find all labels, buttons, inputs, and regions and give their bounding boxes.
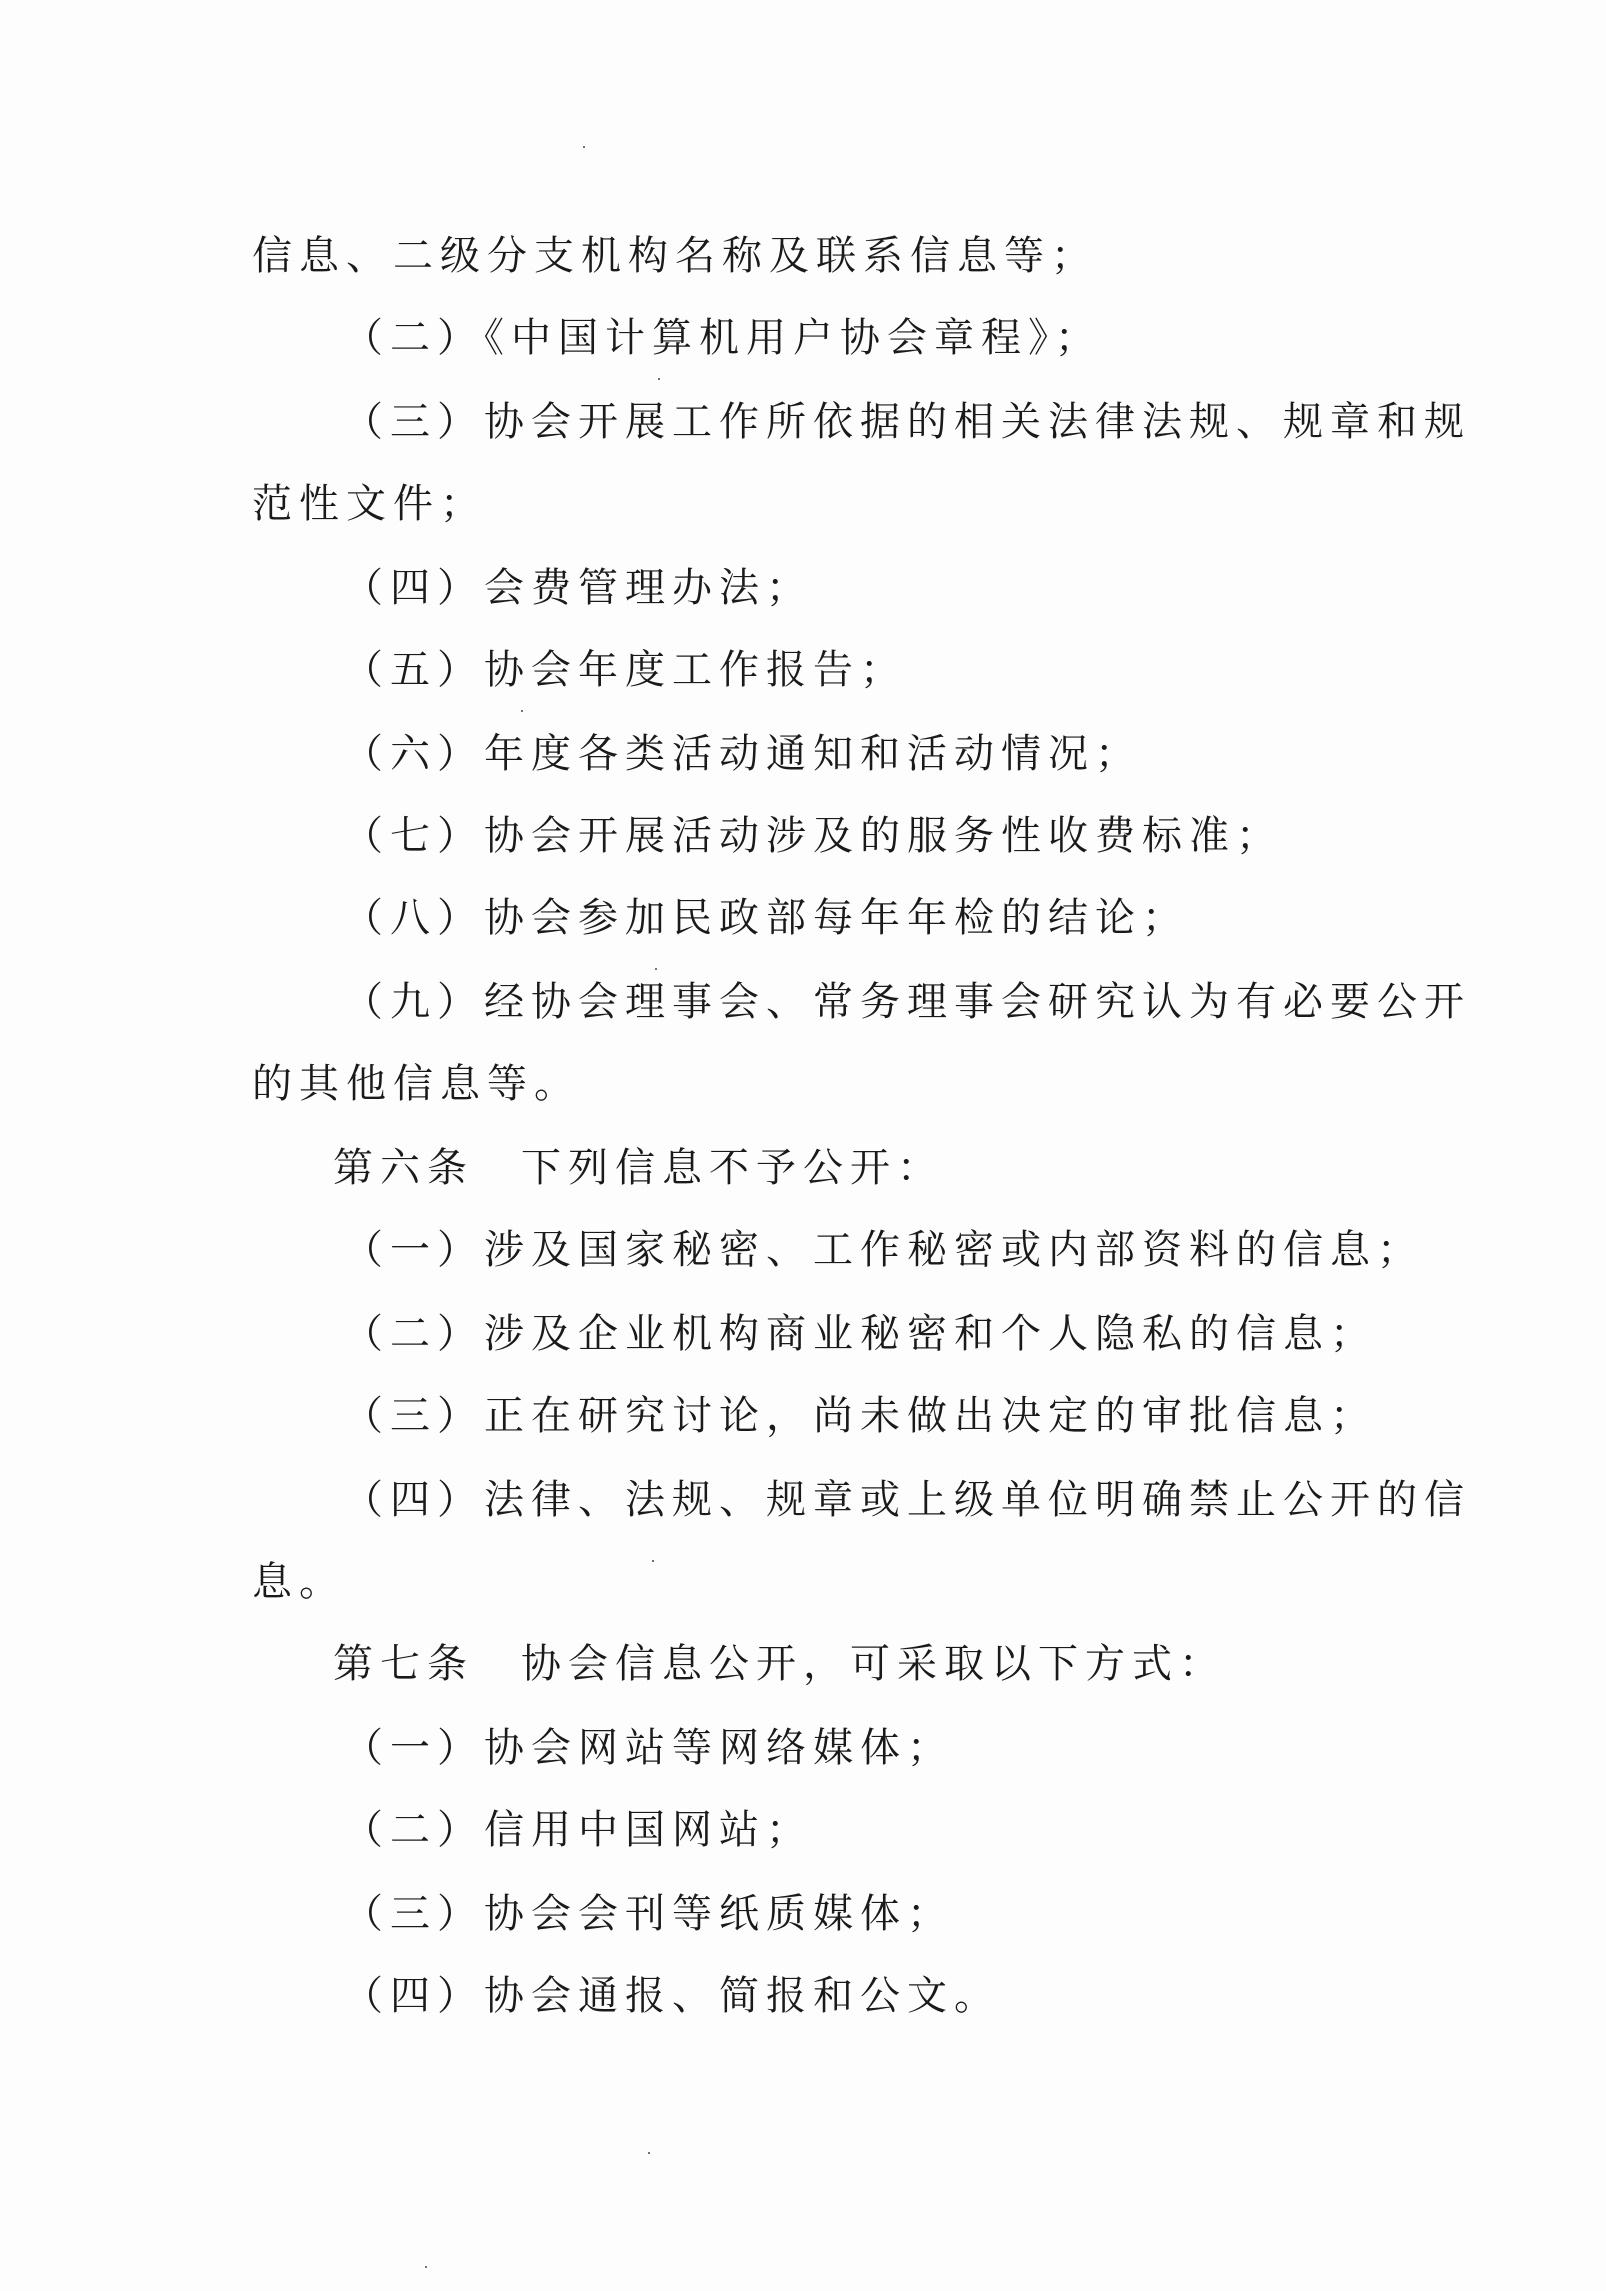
text-line: （二）《中国计算机用户协会章程》； xyxy=(343,315,1102,361)
text-line: （一）协会网站等网络媒体； xyxy=(343,1725,954,1771)
text-line: （九）经协会理事会、常务理事会研究认为有必要公开 xyxy=(343,979,1471,1025)
scan-speck xyxy=(655,968,657,970)
text-line: （三）协会会刊等纸质媒体； xyxy=(343,1891,954,1937)
text-line: 信息、二级分支机构名称及联系信息等； xyxy=(252,233,1098,279)
text-line: （八）协会参加民政部每年年检的结论； xyxy=(343,895,1189,941)
text-line: （七）协会开展活动涉及的服务性收费标准； xyxy=(343,813,1283,859)
scan-speck xyxy=(658,378,660,380)
text-line: （五）协会年度工作报告； xyxy=(343,647,907,693)
text-line: （四）会费管理办法； xyxy=(343,565,813,611)
text-line: （六）年度各类活动通知和活动情况； xyxy=(343,731,1142,777)
scan-speck xyxy=(648,2152,650,2154)
text-line: （三）协会开展工作所依据的相关法律法规、规章和规 xyxy=(343,399,1471,445)
scan-speck xyxy=(425,2266,427,2268)
scan-speck xyxy=(652,1560,654,1562)
article-heading-6: 第六条 下列信息不予公开： xyxy=(333,1145,944,1191)
text-line: （三）正在研究讨论，尚未做出决定的审批信息； xyxy=(343,1393,1377,1439)
scan-speck xyxy=(521,710,523,712)
text-line: （一）涉及国家秘密、工作秘密或内部资料的信息； xyxy=(343,1227,1424,1273)
text-line: （四）法律、法规、规章或上级单位明确禁止公开的信 xyxy=(343,1477,1471,1523)
text-line: （二）信用中国网站； xyxy=(343,1807,813,1853)
text-line: （四）协会通报、简报和公文。 xyxy=(343,1973,1001,2019)
text-line: 的其他信息等。 xyxy=(252,1061,581,1107)
text-line: 息。 xyxy=(252,1559,346,1605)
article-heading-7: 第七条 协会信息公开，可采取以下方式： xyxy=(333,1641,1226,1687)
scan-speck xyxy=(583,146,585,148)
text-line: （二）涉及企业机构商业秘密和个人隐私的信息； xyxy=(343,1311,1377,1357)
text-line: 范性文件； xyxy=(252,481,487,527)
